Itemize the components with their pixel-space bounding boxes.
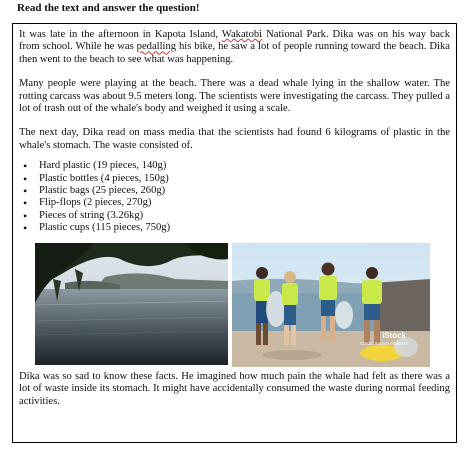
paragraph-intro-part: It was late in the afternoon in Kapota Island, <box>19 29 222 40</box>
waste-list-item: • Plastic bottles (4 pieces, 150g) <box>39 173 450 185</box>
waste-list-item: • Plastic cups (115 pieces, 750g) <box>39 222 450 234</box>
istock-watermark: iStock <box>381 331 406 341</box>
paragraph-intro-part: National Park. Dika was on his way back from school. While he was <box>19 29 451 53</box>
beach-shore-photo <box>35 243 228 365</box>
waste-list-item: • Plastic bags (25 pieces, 260g) <box>39 185 450 197</box>
paragraph-intro <box>19 29 450 66</box>
photo-row <box>19 243 450 367</box>
waste-list-item: • Flip-flops (2 pieces, 270g) <box>39 197 450 209</box>
paragraph-beach: Many people were playing at the beach. There was a dead whale lying in the shallow water. The rotting carcass was about 9.5 meters long. The scientists were investigating the carcass. They pulled a lot of trash out of the whale's body and weighed it using a scale. <box>19 78 450 115</box>
instruction-heading: Read the text and answer the question! <box>17 2 200 14</box>
spellcheck-word-wakatobi: Wakatobi <box>221 29 263 40</box>
waste-list <box>19 160 450 234</box>
waste-list-item: • Pieces of string (3.26kg) <box>39 210 450 222</box>
spellcheck-word-pedalling: pedalling <box>136 41 177 53</box>
paragraph-intro-part: his bike, he saw a lot of people running toward the beach. Dika then went to the beach to see what was happening. <box>19 41 450 65</box>
reading-text-box <box>12 23 457 443</box>
photo-credit: Credit: Andrea Migliarini <box>360 341 408 347</box>
volunteers-cleanup-photo <box>232 243 430 367</box>
waste-list-item: • Hard plastic (19 pieces, 140g) <box>39 160 450 172</box>
paragraph-media: The next day, Dika read on mass media that the scientists had found 6 kilograms of plastic in the whale's stomach. The waste consisted of. <box>19 127 450 151</box>
paragraph-conclusion: Dika was so sad to know these facts. He imagined how much pain the whale had felt as there was a lot of waste inside its stomach. It might have accidentally consumed the waste during normal feeding activities. <box>19 370 450 407</box>
